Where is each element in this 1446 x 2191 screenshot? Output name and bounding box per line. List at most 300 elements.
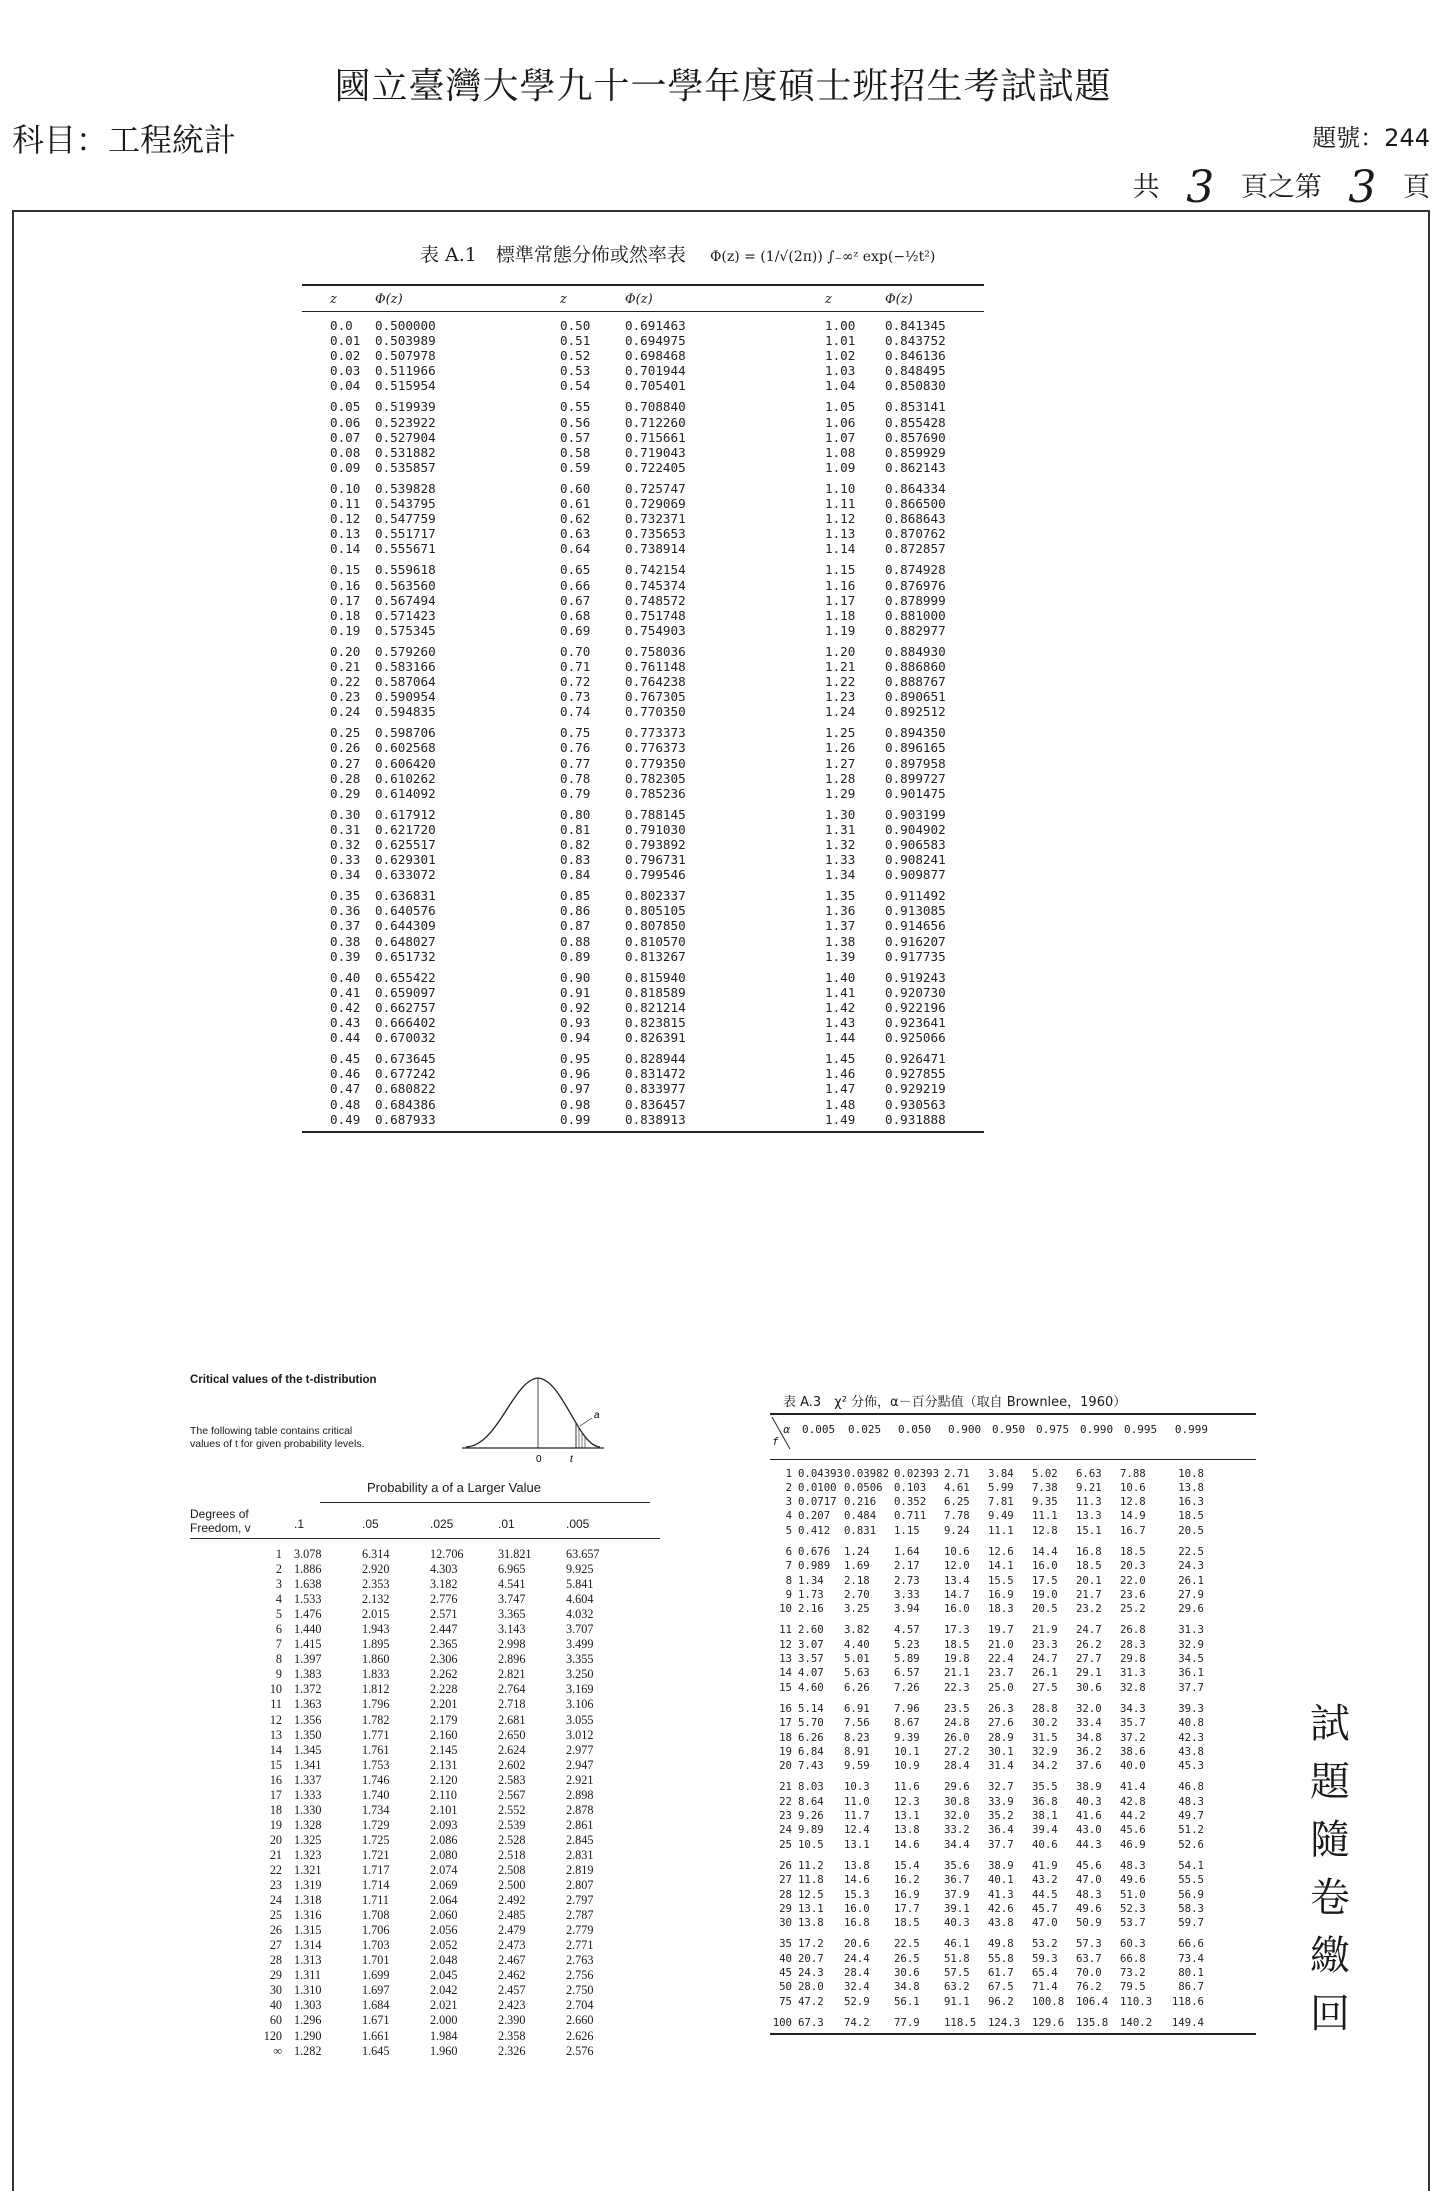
table-cell: 27.5 — [1032, 1680, 1058, 1694]
table-cell: 0.04393 — [798, 1466, 844, 1480]
corner-f: f — [772, 1434, 779, 1448]
table-cell: 20.1 — [1076, 1573, 1102, 1587]
table-cell: 0.838913 — [625, 1111, 686, 1127]
table-cell: 0.673645 — [375, 1051, 436, 1067]
table-cell: 30.1 — [988, 1744, 1014, 1758]
table-cell: 32.9 — [1178, 1637, 1204, 1651]
table-cell: 15.5 — [988, 1573, 1014, 1587]
table-cell: 2.831 — [566, 1847, 594, 1862]
table-cell: 14.6 — [894, 1837, 920, 1851]
table-cell: 1.321 — [294, 1862, 322, 1877]
table-row — [302, 481, 984, 496]
table-cell: 49.6 — [1120, 1873, 1146, 1887]
table-cell: 129.6 — [1032, 2015, 1065, 2029]
table-cell: 0.45 — [330, 1051, 361, 1067]
table-cell: 0.903199 — [885, 806, 946, 822]
table-cell: 0.904902 — [885, 821, 946, 837]
table-cell: 2.500 — [498, 1878, 526, 1893]
table-cell: 0.802337 — [625, 888, 686, 904]
table-cell: 56.9 — [1178, 1887, 1204, 1901]
table-cell: 1.753 — [362, 1757, 390, 1772]
table-rule — [302, 1131, 984, 1133]
table-cell: 0.729069 — [625, 496, 686, 512]
table-cell: 2.080 — [430, 1847, 458, 1862]
table-cell: 24.7 — [1076, 1623, 1102, 1637]
table-cell: 2.552 — [498, 1802, 526, 1817]
col-header: 0.005 — [802, 1422, 836, 1436]
table-row — [302, 399, 984, 414]
table-cell: 0.03 — [330, 363, 361, 379]
table-cell: 0.519939 — [375, 399, 436, 415]
table-cell: 6 — [785, 1544, 792, 1558]
table-cell: 0.31 — [330, 821, 361, 837]
table-cell: 5.23 — [894, 1637, 920, 1651]
table-row — [770, 1759, 1256, 1773]
table-row — [190, 1908, 690, 1923]
table-cell: 0.850830 — [885, 378, 946, 394]
table-cell: 59.3 — [1032, 1951, 1058, 1965]
table-row — [302, 837, 984, 852]
table-cell: 35.7 — [1120, 1716, 1146, 1730]
table-cell: 2.457 — [498, 1983, 526, 1998]
table-row — [770, 1716, 1256, 1730]
table-cell: 1.18 — [825, 607, 856, 623]
table-cell: 0.920730 — [885, 984, 946, 1000]
table-cell: 22.5 — [894, 1937, 920, 1951]
table-cell: 32.0 — [1076, 1701, 1102, 1715]
table-cell: 2.787 — [566, 1908, 594, 1923]
table-cell: 0.583166 — [375, 658, 436, 674]
table-cell: 32.4 — [844, 1980, 870, 1994]
table-cell: 21.1 — [944, 1666, 970, 1680]
table-cell: 80.1 — [1178, 1966, 1204, 1979]
table-cell: 0.687933 — [375, 1111, 436, 1127]
table-cell: 24 — [269, 1893, 282, 1908]
collect-with-paper-stamp — [1300, 1695, 1360, 2043]
table-cell: 6.314 — [362, 1547, 390, 1561]
table-cell: 1.796 — [362, 1697, 390, 1712]
table-cell: 18.5 — [894, 1916, 920, 1930]
table-cell: 0.63 — [560, 526, 591, 542]
normal-table-body — [302, 318, 984, 1127]
table-cell: 27.7 — [1076, 1652, 1102, 1666]
table-cell: 2.120 — [430, 1772, 458, 1787]
table-row — [302, 608, 984, 623]
table-cell: 2.977 — [566, 1742, 594, 1757]
table-cell: 18 — [779, 1730, 792, 1744]
table-cell: 100 — [772, 2015, 792, 2029]
table-cell: 0.34 — [330, 867, 361, 883]
table-row — [302, 644, 984, 659]
table-cell: 3.33 — [894, 1587, 920, 1601]
table-row — [302, 460, 984, 475]
table-cell: 73.4 — [1178, 1951, 1204, 1965]
table-cell: 3.169 — [566, 1682, 594, 1697]
table-cell: 2.539 — [498, 1817, 526, 1832]
table-cell: 0.587064 — [375, 674, 436, 690]
table-cell: 14 — [269, 1742, 282, 1757]
table-cell: 60.3 — [1120, 1937, 1146, 1951]
page-info-prefix: 共 — [1132, 172, 1160, 203]
table-cell: 1.49 — [825, 1111, 856, 1127]
table-cell: 0.931888 — [885, 1111, 946, 1127]
table-cell: 16.9 — [894, 1887, 920, 1901]
table-cell: 0.66 — [560, 577, 591, 593]
table-cell: 1.13 — [825, 526, 856, 542]
table-cell: 10.9 — [894, 1759, 920, 1773]
table-cell: 0.651732 — [375, 948, 436, 964]
table-cell: 0.770350 — [625, 704, 686, 720]
table-cell: 0.655422 — [375, 969, 436, 985]
table-row — [770, 2016, 1256, 2030]
table-cell: 2.681 — [498, 1712, 526, 1727]
table-row — [302, 949, 984, 964]
table-cell: 26 — [269, 1923, 282, 1938]
table-cell: 36.4 — [988, 1823, 1014, 1837]
table-cell: 0.823815 — [625, 1015, 686, 1031]
table-cell: 2.365 — [430, 1637, 458, 1652]
table-cell: 0.23 — [330, 689, 361, 705]
table-cell: 0.606420 — [375, 755, 436, 771]
table-cell: 0.412 — [798, 1523, 831, 1537]
table-cell: 0.47 — [330, 1081, 361, 1097]
table-cell: 0.49 — [330, 1111, 361, 1127]
table-cell: 2.060 — [430, 1908, 458, 1923]
table-cell: 0.857690 — [885, 429, 946, 445]
table-cell: 17.2 — [798, 1937, 824, 1951]
table-cell: 0.88 — [560, 933, 591, 949]
table-cell: 1.671 — [362, 2013, 390, 2028]
table-cell: 8.67 — [894, 1716, 920, 1730]
table-cell: 6.63 — [1076, 1466, 1102, 1480]
table-row — [302, 704, 984, 719]
table-cell: 0.701944 — [625, 363, 686, 379]
table-cell: 1.33 — [825, 852, 856, 868]
table-cell: 3 — [785, 1495, 792, 1509]
table-cell: 22 — [779, 1794, 792, 1808]
table-cell: 41.3 — [988, 1887, 1014, 1901]
table-cell: 71.4 — [1032, 1980, 1058, 1994]
table-cell: 1.943 — [362, 1622, 390, 1637]
table-cell: 0.764238 — [625, 674, 686, 690]
table-cell: 23 — [779, 1809, 792, 1823]
table-cell: 2.845 — [566, 1832, 594, 1847]
table-cell: 21.9 — [1032, 1623, 1058, 1637]
table-cell: ∞ — [273, 2043, 282, 2058]
table-cell: 2.878 — [566, 1802, 594, 1817]
table-cell: 19.7 — [988, 1623, 1014, 1637]
table-row — [770, 1838, 1256, 1852]
table-cell: 11.1 — [988, 1523, 1014, 1537]
table-cell: 29 — [779, 1901, 792, 1915]
table-cell: 2.821 — [498, 1667, 526, 1682]
table-cell: 29.8 — [1120, 1652, 1146, 1666]
table-cell: 1.44 — [825, 1030, 856, 1046]
table-cell: 33.9 — [988, 1794, 1014, 1808]
table-cell: 0.767305 — [625, 689, 686, 705]
table-cell: 0.745374 — [625, 577, 686, 593]
table-cell: 0.55 — [560, 399, 591, 415]
table-cell: 48.3 — [1178, 1794, 1204, 1808]
table-cell: 10.8 — [1178, 1466, 1204, 1480]
table-cell: 59.7 — [1178, 1916, 1204, 1930]
table-cell: 3.84 — [988, 1466, 1014, 1480]
table-cell: 16.7 — [1120, 1523, 1146, 1537]
table-cell: 0.32 — [330, 837, 361, 852]
table-cell: 2.998 — [498, 1637, 526, 1652]
table-cell: 0.818589 — [625, 984, 686, 1000]
table-cell: 0.590954 — [375, 689, 436, 705]
table-cell: 41.9 — [1032, 1858, 1058, 1872]
table-cell: 3.25 — [844, 1602, 870, 1616]
table-cell: 12 — [779, 1637, 792, 1651]
table-cell: 1.24 — [844, 1544, 870, 1558]
table-row — [302, 318, 984, 333]
page-total: 3 — [1186, 162, 1215, 213]
table-cell: 2.718 — [498, 1697, 526, 1712]
table-cell: 2.132 — [362, 1592, 390, 1607]
table-row — [190, 1803, 690, 1818]
table-cell: 2.898 — [566, 1787, 594, 1802]
table-cell: 0.859929 — [885, 444, 946, 460]
table-cell: 9.39 — [894, 1730, 920, 1744]
table-cell: 2.660 — [566, 2013, 594, 2028]
table-cell: 4.57 — [894, 1623, 920, 1637]
table-cell: 0.919243 — [885, 969, 946, 985]
t-table-header — [190, 1502, 690, 1539]
table-cell: 24.3 — [798, 1966, 824, 1979]
table-row — [770, 1666, 1256, 1680]
table-cell: 22 — [269, 1862, 282, 1877]
table-cell: 7 — [785, 1559, 792, 1573]
table-cell: 2.764 — [498, 1682, 526, 1697]
table-cell: 2.518 — [498, 1847, 526, 1862]
table-cell: 0.78 — [560, 770, 591, 786]
table-cell: 0.793892 — [625, 837, 686, 852]
table-cell: 30.6 — [1076, 1680, 1102, 1694]
table-cell: 9.925 — [566, 1562, 594, 1577]
table-cell: 3.012 — [566, 1727, 594, 1742]
page-info-middle: 頁之第 — [1240, 172, 1322, 203]
table-cell: 63.657 — [566, 1547, 600, 1561]
table-cell: 0.815940 — [625, 969, 686, 985]
table-cell: 12.5 — [798, 1887, 824, 1901]
table-cell: 26.1 — [1032, 1666, 1058, 1680]
table-cell: 0.831 — [844, 1523, 877, 1537]
table-cell: 0.08 — [330, 444, 361, 460]
table-cell: 24.7 — [1032, 1652, 1058, 1666]
table-cell: 0.662757 — [375, 999, 436, 1015]
table-cell: 1.684 — [362, 1998, 390, 2013]
table-cell: 0.684386 — [375, 1096, 436, 1112]
table-cell: 140.2 — [1120, 2015, 1153, 2029]
table-cell: 0.37 — [330, 918, 361, 934]
col-header: 0.950 — [992, 1422, 1026, 1436]
table-cell: 1.740 — [362, 1787, 390, 1802]
table-cell: 2.797 — [566, 1893, 594, 1908]
table-cell: 7.78 — [944, 1509, 970, 1523]
table-cell: 0.97 — [560, 1081, 591, 1097]
table-cell: 2.064 — [430, 1893, 458, 1908]
table-cell: 0.0717 — [798, 1495, 837, 1509]
table-cell: 6.91 — [844, 1701, 870, 1715]
table-cell: 32.8 — [1120, 1680, 1146, 1694]
table-cell: 2.776 — [430, 1592, 458, 1607]
table-cell: 0.91 — [560, 984, 591, 1000]
table-row — [190, 1637, 690, 1652]
table-cell: 3.182 — [430, 1577, 458, 1592]
table-cell: 0.805105 — [625, 903, 686, 919]
table-cell: 12.8 — [1120, 1495, 1146, 1509]
table-cell: 13.3 — [1076, 1509, 1102, 1523]
table-cell: 31.3 — [1120, 1666, 1146, 1680]
table-cell: 0.872857 — [885, 541, 946, 557]
table-cell: 0.85 — [560, 888, 591, 904]
table-row — [302, 1112, 984, 1127]
table-cell: 14.6 — [844, 1873, 870, 1887]
table-cell: 0.914656 — [885, 918, 946, 934]
table-cell: 0.874928 — [885, 562, 946, 578]
table-cell: 0.56 — [560, 414, 591, 430]
table-cell: 34.8 — [1076, 1730, 1102, 1744]
table-cell: 0.86 — [560, 903, 591, 919]
table-cell: 20.5 — [1178, 1523, 1204, 1537]
table-cell: 118.6 — [1171, 1994, 1204, 2008]
table-row — [190, 1923, 690, 1938]
table-cell: 0.90 — [560, 969, 591, 985]
table-row — [190, 1953, 690, 1968]
table-cell: 37.2 — [1120, 1730, 1146, 1744]
table-cell: 14.7 — [944, 1587, 970, 1601]
table-cell: 61.7 — [988, 1966, 1014, 1979]
curve-alpha-label: a — [594, 1410, 600, 1421]
t-distribution-curve — [458, 1370, 608, 1465]
table-cell: 0.352 — [894, 1495, 927, 1509]
table-cell: 4 — [275, 1592, 282, 1607]
subject-label: 科目：工程統計 — [12, 121, 237, 159]
table-cell: 45.7 — [1032, 1901, 1058, 1915]
table-cell: 1.886 — [294, 1562, 322, 1577]
table-cell: 0.46 — [330, 1066, 361, 1082]
table-cell: 2.650 — [498, 1727, 526, 1742]
table-cell: 28.8 — [1032, 1701, 1058, 1715]
table-cell: 2.528 — [498, 1832, 526, 1847]
table-row — [770, 1588, 1256, 1602]
table-cell: 27.9 — [1178, 1587, 1204, 1601]
table-cell: 42.6 — [988, 1901, 1014, 1915]
table-cell: 0.868643 — [885, 511, 946, 527]
table-cell: 75 — [779, 1994, 792, 2008]
table-row — [302, 756, 984, 771]
table-cell: 0.13 — [330, 526, 361, 542]
table-cell: 39.1 — [944, 1901, 970, 1915]
table-cell: 0.527904 — [375, 429, 436, 445]
curve-zero-label: 0 — [536, 1454, 542, 1465]
table-cell: 5.841 — [566, 1577, 594, 1592]
table-cell: 45.6 — [1120, 1823, 1146, 1837]
table-cell: 13.8 — [894, 1823, 920, 1837]
table-cell: 1.41 — [825, 984, 856, 1000]
table-cell: 48.3 — [1076, 1887, 1102, 1901]
table-cell: 0.722405 — [625, 459, 686, 475]
table-cell: 6.25 — [944, 1495, 970, 1509]
table-cell: 0.711 — [894, 1509, 927, 1523]
table-cell: 6.57 — [894, 1666, 920, 1680]
table-cell: 118.5 — [944, 2015, 977, 2029]
stamp-char: 卷 — [1310, 1875, 1350, 1921]
table-row — [190, 2013, 690, 2028]
table-cell: 53.7 — [1120, 1916, 1146, 1930]
table-cell: 1.310 — [294, 1983, 322, 1998]
table-cell: 0.841345 — [885, 318, 946, 333]
table-cell: 21 — [779, 1780, 792, 1794]
col-header: 0.025 — [848, 1422, 882, 1436]
table-row — [302, 1030, 984, 1045]
table-cell: 31.4 — [988, 1759, 1014, 1773]
t-table-title: Critical values of the t-distribution — [190, 1374, 377, 1386]
table-row — [770, 1745, 1256, 1759]
table-cell: 0.698468 — [625, 348, 686, 364]
table-cell: 0.567494 — [375, 592, 436, 608]
table-cell: 67.3 — [798, 2015, 824, 2029]
table-cell: 0.633072 — [375, 867, 436, 883]
table-cell: 0.53 — [560, 363, 591, 379]
table-cell: 18.5 — [1178, 1509, 1204, 1523]
table-cell: 40.1 — [988, 1873, 1014, 1887]
table-cell: 2.71 — [944, 1466, 970, 1480]
table-cell: 0.691463 — [625, 318, 686, 333]
table-cell: 1.318 — [294, 1893, 322, 1908]
table-cell: 0.12 — [330, 511, 361, 527]
table-cell: 2.583 — [498, 1772, 526, 1787]
table-cell: 40 — [779, 1951, 792, 1965]
table-cell: 2.048 — [430, 1953, 458, 1968]
table-cell: 0.216 — [844, 1495, 877, 1509]
table-cell: 29.1 — [1076, 1666, 1102, 1680]
table-cell: 1.22 — [825, 674, 856, 690]
table-cell: 0.04 — [330, 378, 361, 394]
table-cell: 2.771 — [566, 1938, 594, 1953]
table-cell: 0.05 — [330, 399, 361, 415]
table-cell: 0.535857 — [375, 459, 436, 475]
table-cell: 43.0 — [1076, 1823, 1102, 1837]
table-cell: 23.6 — [1120, 1587, 1146, 1601]
df-header: Freedom, v — [190, 1521, 251, 1535]
table-row — [190, 1622, 690, 1637]
table-cell: 0.810570 — [625, 933, 686, 949]
table-cell: 0.888767 — [885, 674, 946, 690]
table-row — [302, 918, 984, 933]
table-cell: 54.1 — [1178, 1858, 1204, 1872]
table-cell: 0.925066 — [885, 1030, 946, 1046]
table-row — [302, 771, 984, 786]
table-rule — [770, 1459, 1256, 1460]
table-cell: 7.96 — [894, 1701, 920, 1715]
table-row — [770, 1952, 1256, 1966]
table-cell: 26.8 — [1120, 1623, 1146, 1637]
table-cell: 1.48 — [825, 1096, 856, 1112]
table-cell: 9.49 — [988, 1509, 1014, 1523]
table-cell: 0.33 — [330, 852, 361, 868]
table-row — [302, 1015, 984, 1030]
table-cell: 1.12 — [825, 511, 856, 527]
table-cell: 0.98 — [560, 1096, 591, 1112]
table-cell: 46.9 — [1120, 1837, 1146, 1851]
table-cell: 0.640576 — [375, 903, 436, 919]
table-cell: 13.8 — [798, 1916, 824, 1930]
table-cell: 1.812 — [362, 1682, 390, 1697]
table-cell: 1.06 — [825, 414, 856, 430]
